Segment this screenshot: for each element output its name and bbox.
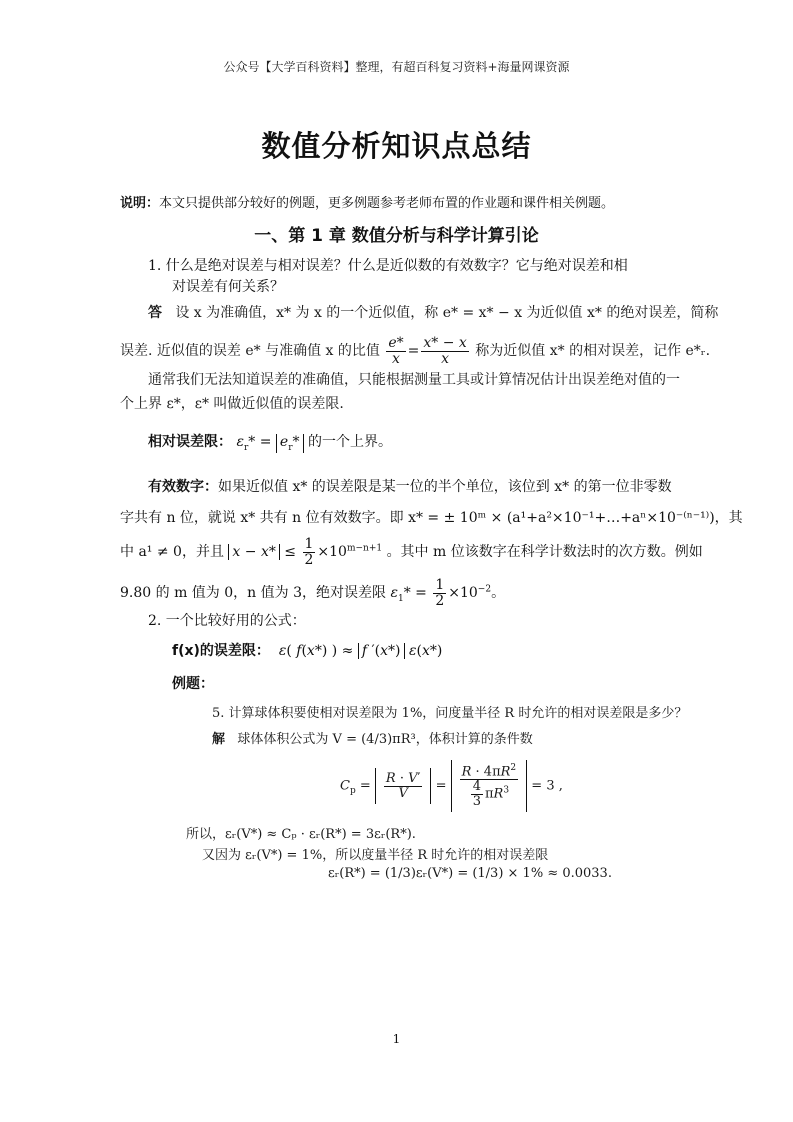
example-label: 例题： <box>172 676 214 692</box>
relative-text: 的一个上界。 <box>307 434 392 450</box>
relative-error-bound <box>148 431 392 453</box>
solution-line-3: εᵣ(R*) = (1/3)εᵣ(V*) = (1/3) × 1% ≈ 0.0033. <box>328 866 612 881</box>
note-text: 本文只提供部分较好的例题，更多例题参考老师布置的作业题和课件相关例题。 <box>159 196 615 211</box>
solution-line-1: 所以，εᵣ(V*) ≈ Cₚ · εᵣ(R*) = 3εᵣ(R*). <box>186 827 416 842</box>
answer-text-2b: 称为近似值 x* 的相对误差，记作 e*ᵣ. <box>475 343 711 360</box>
ratio-fraction-2: $\frac{x* - x}{x}$ <box>423 335 467 367</box>
page-header: 公众号【大学百科资料】整理，有超百科复习资料+海量网课资源 <box>223 60 570 74</box>
answer-text-1: 设 x 为准确值，x* 为 x 的一个近似值，称 e* = x* − x 为近似值 x* 的绝对误差，简称 <box>175 305 719 321</box>
answer-1-line-4: 个上界 ε*，ε* 叫做近似值的误差限. <box>120 396 344 412</box>
condition-number-formula: $C_p$ = $\frac{R \cdot V'}{V}$ = $R \cdot 4\pi R^2$ $\frac{4}{3}$ $\pi R^3$ = 3 , <box>340 760 563 812</box>
effective-digits-line-4 <box>120 578 505 608</box>
example-bound-formula: $\varepsilon_1*$ = $\frac{1}{2}$ $\times 10^{-2}$ <box>390 577 492 609</box>
error-bound-formula: x − x* ≤ $\frac{1}{2}$ $\times 10^{m-n+1}$ <box>228 544 382 560</box>
solution-text: 球体体积公式为 V = (4/3)πR³，体积计算的条件数 <box>237 732 533 747</box>
effective-text-3b: 。其中 m 位该数字在科学计数法时的次方数。例如 <box>386 544 703 561</box>
answer-label: 答 <box>148 305 162 321</box>
solution-label: 解 <box>212 732 226 747</box>
effective-text-1: 如果近似值 x* 的误差限是某一位的半个单位，该位到 x* 的第一位非零数 <box>218 479 672 495</box>
effective-label: 有效数字： <box>148 479 218 495</box>
chapter-heading: 一、第 1 章 数值分析与科学计算引论 <box>254 226 539 246</box>
intro-note <box>120 192 614 211</box>
effective-digits-line-1 <box>148 476 672 496</box>
relative-formula: $\varepsilon_r* = e_r*$ <box>236 434 303 450</box>
fx-formula: ε( f(x*) ) ≈ f ′(x*) ε(x*) <box>278 643 443 659</box>
fx-label: f(x)的误差限： <box>172 643 270 659</box>
answer-1-line-2: 误差. 近似值的误差 e* 与准确值 x 的比值 $\frac{e*}{x}$ = $\frac{x* - x}{x}$ 称为近似值 x* 的相对误差，记作 e*ᵣ. <box>120 335 711 367</box>
fx-error-bound <box>172 640 442 660</box>
cond-abs-2: $R \cdot 4\pi R^2$ $\frac{4}{3}$ $\pi R^3$ <box>451 760 528 812</box>
solution-line-2: 又因为 εᵣ(V*) = 1%，所以度量半径 R 时允许的相对误差限 <box>202 848 549 863</box>
document-title: 数值分析知识点总结 <box>261 129 532 163</box>
answer-1-line-1 <box>148 302 718 322</box>
note-label: 说明： <box>120 196 160 211</box>
effective-digits-line-3 <box>120 537 703 567</box>
relative-label: 相对误差限： <box>148 434 232 450</box>
question-1-line-1: 1. 什么是绝对误差与相对误差？什么是近似数的有效数字？它与绝对误差和相 <box>148 258 628 274</box>
ratio-fraction-1: $\frac{e*}{x}$ <box>388 335 404 367</box>
effective-text-4a: 9.80 的 m 值为 0，n 值为 3，绝对误差限 <box>120 585 386 602</box>
cond-abs-1: $\frac{R \cdot V'}{V}$ <box>375 768 432 804</box>
effective-digits-line-2: 字共有 n 位，就说 x* 共有 n 位有效数字。即 x* = ± 10ᵐ × (a¹+a²×10⁻¹+…+aⁿ×10⁻⁽ⁿ⁻¹⁾)，其 <box>120 510 743 526</box>
question-1-line-2: 对误差有何关系？ <box>172 279 284 295</box>
page-number: 1 <box>392 1032 401 1046</box>
answer-1-line-3: 通常我们无法知道误差的准确值，只能根据测量工具或计算情况估计出误差绝对值的一 <box>148 372 680 388</box>
problem-5: 5. 计算球体积要使相对误差限为 1%，问度量半径 R 时允许的相对误差限是多少？ <box>212 706 688 721</box>
question-2: 2. 一个比较好用的公式： <box>148 613 306 629</box>
problem-5-solution <box>212 728 533 747</box>
effective-text-4b: 。 <box>491 585 506 602</box>
effective-text-3a: 中 a¹ ≠ 0，并且 <box>120 544 224 561</box>
answer-text-2a: 误差. 近似值的误差 e* 与准确值 x 的比值 <box>120 343 380 360</box>
